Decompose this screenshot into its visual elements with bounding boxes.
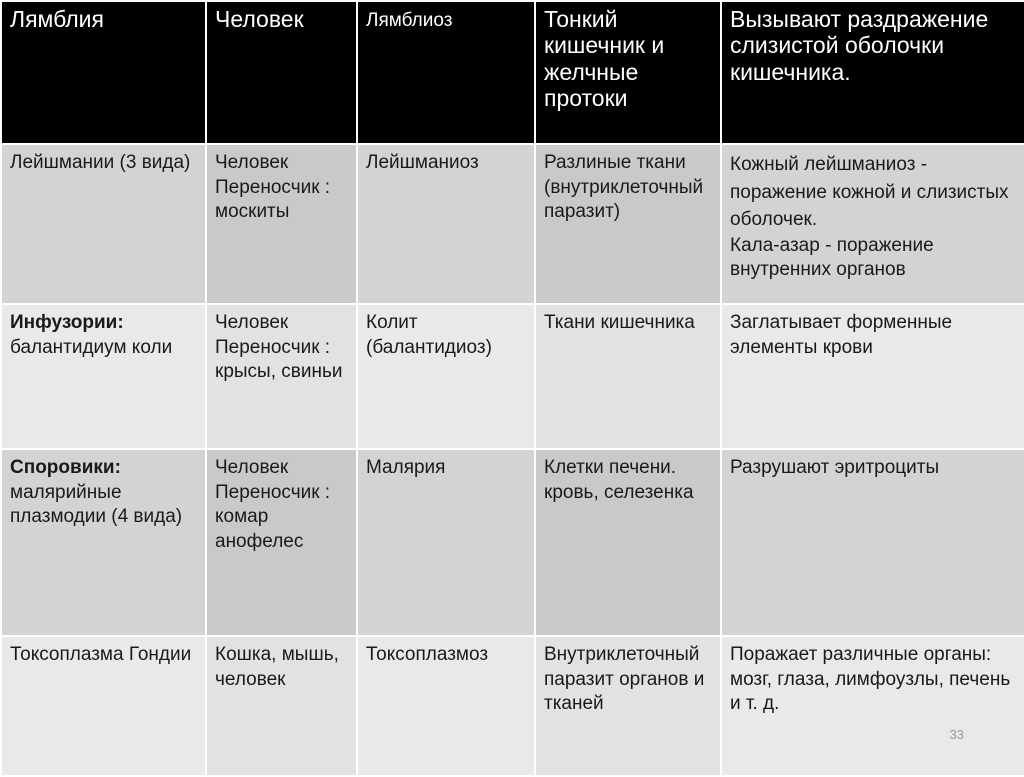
cell-text: Клетки печени. кровь, селезенка — [544, 457, 694, 503]
table-row-sporozoa — [1, 449, 1024, 636]
cell-text: Лейшманиоз — [366, 152, 479, 173]
cell-text: балантидиум коли — [10, 336, 173, 358]
cell-text: Разлиные ткани (внутриклеточный паразит) — [544, 152, 704, 223]
cell-effect — [721, 304, 1024, 449]
cell-text: Поражает различные органы: мозг, глаза, лимфоузлы, печень и т. д. — [730, 644, 1011, 715]
cell-host — [206, 304, 357, 449]
cell-text: Кошка, мышь, человек — [215, 644, 339, 690]
cell-location — [535, 449, 721, 636]
cell-effect — [721, 449, 1024, 636]
cell-location — [535, 144, 721, 304]
cell-location — [535, 636, 721, 776]
cell-organism — [1, 636, 206, 776]
cell-organism — [1, 304, 206, 449]
header-cell-effect: Вызывают раздражение слизистой оболочки кишечника. — [721, 1, 1024, 144]
cell-text: Колит (балантидиоз) — [366, 312, 492, 358]
cell-text: Заглатывает форменные элементы крови — [730, 312, 953, 358]
cell-organism — [1, 144, 206, 304]
cell-disease — [357, 304, 535, 449]
cell-text: Малярия — [366, 457, 446, 478]
cell-title: Инфузории: — [10, 312, 124, 333]
cell-text: Ткани кишечника — [544, 312, 695, 333]
header-cell-disease: Лямблиоз — [357, 1, 535, 144]
header-cell-host: Человек — [206, 1, 357, 144]
cell-effect — [721, 144, 1024, 304]
cell-host — [206, 449, 357, 636]
cell-host — [206, 144, 357, 304]
cell-title: Споровики: — [10, 457, 121, 478]
cell-disease — [357, 636, 535, 776]
table-header-row — [1, 1, 1024, 144]
header-cell-organism: Лямблия — [1, 1, 206, 144]
cell-disease — [357, 144, 535, 304]
cell-location — [535, 304, 721, 449]
cell-text: Человек — [215, 457, 289, 478]
cell-text: Разрушают эритроциты — [730, 457, 940, 478]
cell-text: Человек — [215, 152, 289, 173]
cell-text: Переносчик : крысы, свиньи — [215, 336, 343, 383]
cell-text: Переносчик : москиты — [215, 176, 331, 223]
table-row-toxoplasma — [1, 636, 1024, 776]
table-row-leishmania — [1, 144, 1024, 304]
table-row-infusoria — [1, 304, 1024, 449]
cell-organism — [1, 449, 206, 636]
cell-text: малярийные плазмодии (4 вида) — [10, 481, 183, 528]
cell-text: Кожный лейшманиоз - поражение кожной и слизистых оболочек. — [730, 154, 1009, 231]
cell-text: Токсоплазма Гондии — [10, 644, 192, 665]
page-number: 33 — [949, 727, 964, 742]
cell-effect — [721, 636, 1024, 776]
cell-text: Внутриклеточный паразит органов и тканей — [544, 644, 705, 715]
cell-text: Переносчик : комар анофелес — [215, 481, 331, 553]
cell-text: Лейшмании (3 вида) — [10, 152, 191, 173]
cell-host — [206, 636, 357, 776]
cell-disease — [357, 449, 535, 636]
cell-text: Человек — [215, 312, 289, 333]
cell-text: Токсоплазмоз — [366, 644, 489, 665]
header-cell-location: Тонкий кишечник и желчные протоки — [535, 1, 721, 144]
cell-text: Кала-азар - поражение внутренних органов — [730, 234, 934, 281]
